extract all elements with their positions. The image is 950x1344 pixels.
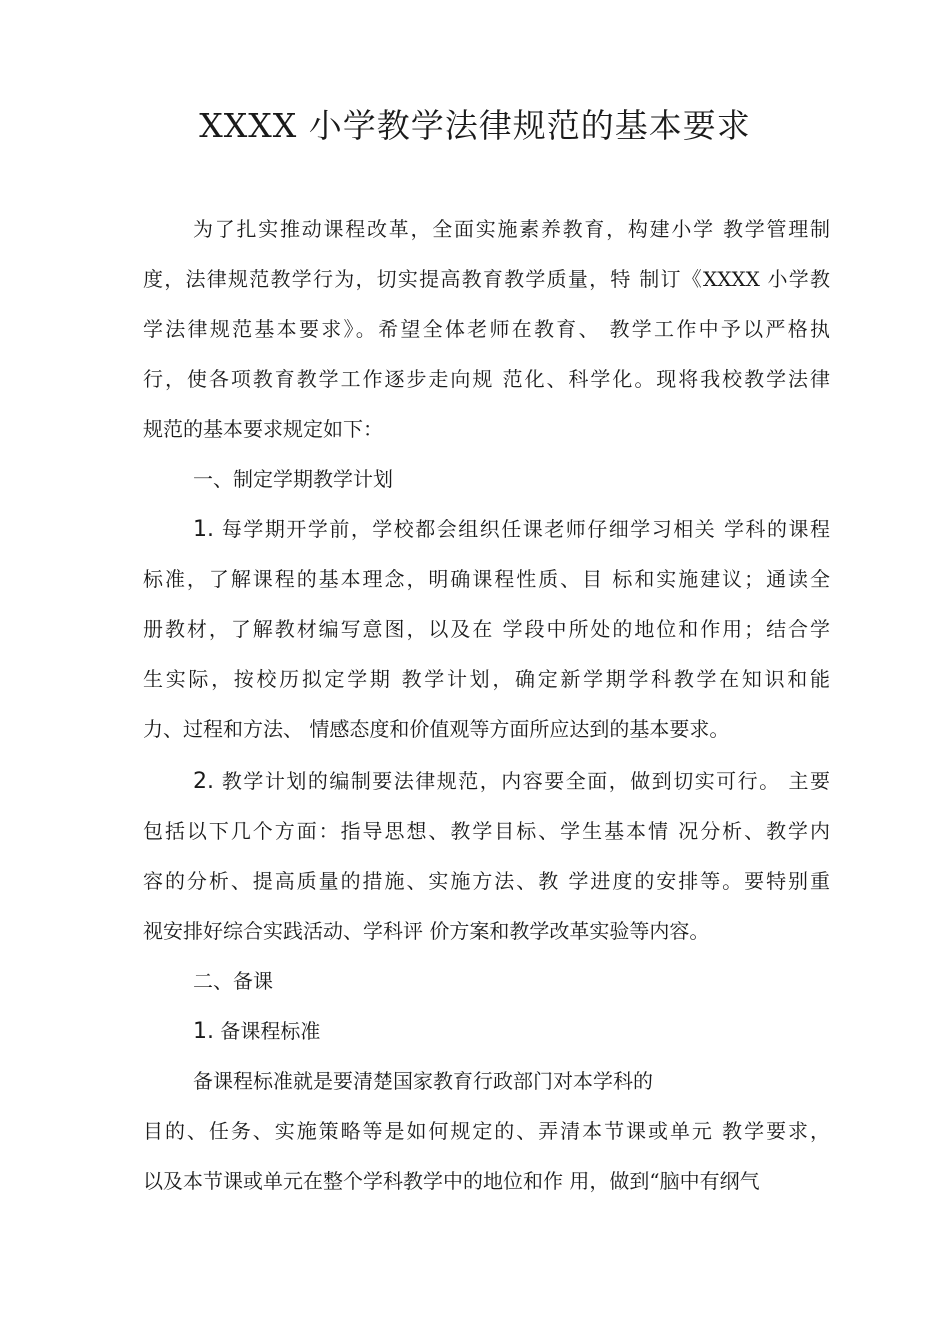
- list-number: 1.: [193, 517, 214, 542]
- paragraph-line: 备课程标准就是要清楚国家教育行政部门对本学科的: [193, 1069, 653, 1093]
- list-number: 2.: [193, 769, 214, 794]
- list-item-line: [193, 516, 830, 543]
- paragraph-line: 包括以下几个方面：指导思想、教学目标、学生基本情 况分析、教学内: [143, 819, 830, 843]
- paragraph-line: 行，使各项教育教学工作逐步走向规 范化、科学化。现将我校教学法律: [143, 367, 830, 391]
- paragraph-line: 标准，了解课程的基本理念，明确课程性质、目 标和实施建议；通读全: [143, 567, 830, 591]
- paragraph-line: 生实际，按校历拟定学期 教学计划，确定新学期学科教学在知识和能: [143, 667, 830, 691]
- paragraph-line: 目的、任务、实施策略等是如何规定的、弄清本节课或单元 教学要求，: [143, 1119, 830, 1143]
- paragraph-line: 学法律规范基本要求》。希望全体老师在教育、 教学工作中予以严格执: [143, 317, 830, 341]
- section-heading: 二、备课: [193, 969, 273, 993]
- paragraph-line: 力、过程和方法、 情感态度和价值观等方面所应达到的基本要求。: [143, 717, 730, 741]
- paragraph-line: 规范的基本要求规定如下：: [143, 417, 383, 441]
- list-item-line: [193, 768, 830, 795]
- list-number: 1.: [193, 1019, 214, 1044]
- list-item-text: 备课程标准: [220, 1019, 321, 1043]
- list-item-line: [193, 1018, 320, 1045]
- paragraph-line: 容的分析、提高质量的措施、实施方法、教 学进度的安排等。要特别重: [143, 869, 830, 893]
- paragraph-line: 为了扎实推动课程改革，全面实施素养教育，构建小学 教学管理制: [193, 217, 830, 241]
- paragraph-line: 以及本节课或单元在整个学科教学中的地位和作 用，做到“脑中有纲气: [143, 1169, 760, 1193]
- section-heading: 一、制定学期教学计划: [193, 467, 393, 491]
- paragraph-line: 视安排好综合实践活动、学科评 价方案和教学改革实验等内容。: [143, 919, 710, 943]
- list-item-text: 每学期开学前，学校都会组织任课老师仔细学习相关 学科的课程: [221, 517, 831, 541]
- document-title: XXXX 小学教学法律规范的基本要求: [199, 106, 751, 145]
- list-item-text: 教学计划的编制要法律规范，内容要全面，做到切实可行。 主要: [221, 769, 831, 793]
- paragraph-line: 度，法律规范教学行为，切实提高教育教学质量，特 制订《XXXX 小学教: [143, 267, 830, 291]
- paragraph-line: 册教材，了解教材编写意图，以及在 学段中所处的地位和作用；结合学: [143, 617, 830, 641]
